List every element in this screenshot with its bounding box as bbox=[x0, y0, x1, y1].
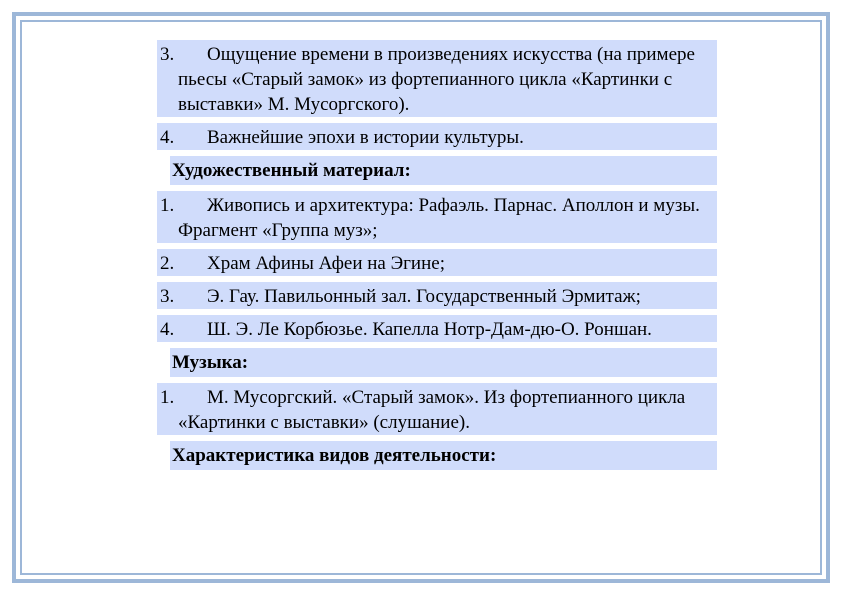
list-number: 1. bbox=[160, 195, 175, 216]
list-text: Э. Гау. Павильонный зал. Государственный Эрмитаж; bbox=[207, 286, 641, 307]
list-text: Важнейшие эпохи в истории культуры. bbox=[207, 127, 524, 148]
list-block-art-3 bbox=[157, 282, 717, 309]
text-content bbox=[157, 40, 717, 470]
list-number: 3. bbox=[160, 286, 175, 307]
list-item bbox=[157, 383, 717, 435]
list-text: М. Мусоргский. «Старый замок». Из фортепианного цикла «Картинки с выставки» (слушание). bbox=[178, 387, 686, 433]
list-text: Храм Афины Афеи на Эгине; bbox=[207, 253, 445, 274]
section-heading-music: Музыка: bbox=[170, 348, 717, 377]
list-item bbox=[157, 249, 717, 276]
list-block-intro-2 bbox=[157, 123, 717, 150]
list-number: 4. bbox=[160, 127, 175, 148]
list-text: Живопись и архитектура: Рафаэль. Парнас. Аполлон и музы. Фрагмент «Группа муз»; bbox=[178, 195, 700, 241]
list-number: 3. bbox=[160, 44, 175, 65]
list-block-music bbox=[157, 383, 717, 435]
list-number: 2. bbox=[160, 253, 175, 274]
section-heading-art-material: Художественный материал: bbox=[170, 156, 717, 185]
list-text: Ш. Э. Ле Корбюзье. Капелла Нотр-Дам-дю-О. Роншан. bbox=[207, 319, 652, 340]
list-block-art bbox=[157, 191, 717, 243]
list-block-art-4 bbox=[157, 315, 717, 342]
list-text: Ощущение времени в произведениях искусства (на примере пьесы «Старый замок» из фортепианного цикла «Картинки с выставки» М. Мусоргского). bbox=[178, 44, 695, 115]
list-number: 4. bbox=[160, 319, 175, 340]
list-item bbox=[157, 123, 717, 150]
section-heading-activities: Характеристика видов деятельности: bbox=[170, 441, 717, 470]
list-block-art-2 bbox=[157, 249, 717, 276]
list-item bbox=[157, 40, 717, 117]
list-number: 1. bbox=[160, 387, 175, 408]
list-block-intro bbox=[157, 40, 717, 117]
list-item bbox=[157, 315, 717, 342]
list-item bbox=[157, 191, 717, 243]
list-item bbox=[157, 282, 717, 309]
